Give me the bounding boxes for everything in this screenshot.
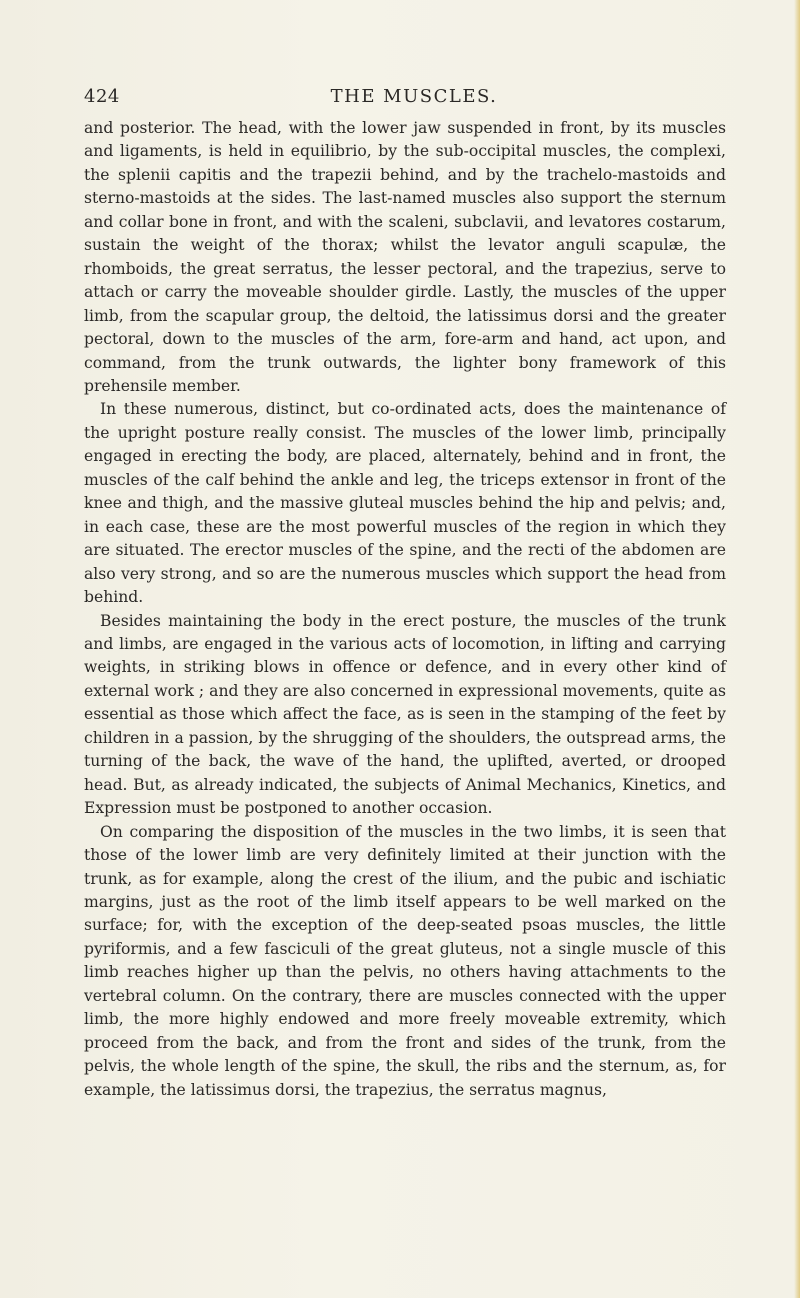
body-text: [84, 117, 726, 1102]
paragraph: and posterior. The head, with the lower jaw suspended in front, by its muscles and ligaments, is held in equilibrio, by the sub-occipital muscles, the complexi, the splenii capitis and the trapezii behind, and by the trachelo-mastoids and sterno-mastoids at the sides. The last-named muscles also support the sternum and collar bone in front, and with the scaleni, subclavii, and levatores costarum, sustain the weight of the thorax; whilst the levator anguli scapulæ, the rhomboids, the great serratus, the lesser pectoral, and the trapezius, serve to attach or carry the moveable shoulder girdle. Lastly, the muscles of the upper limb, from the scapular group, the deltoid, the latissimus dorsi and the greater pectoral, down to the muscles of the arm, fore-arm and hand, act upon, and command, from the trunk outwards, the lighter bony framework of this prehensile member.: [84, 119, 726, 395]
page-number: 424: [84, 86, 120, 107]
page-header: [84, 86, 724, 110]
paragraph: On comparing the disposition of the muscles in the two limbs, it is seen that those of the lower limb are very definitely limited at their junction with the trunk, as for example, along the crest of the ilium, and the pubic and ischiatic margins, just as the root of the limb itself appears to be well marked on the surface; for, with the exception of the deep-seated psoas muscles, the little pyriformis, and a few fasciculi of the great gluteus, not a single muscle of this limb reaches higher up than the pelvis, no others having attachments to the vertebral column. On the contrary, there are muscles connected with the upper limb, the more highly endowed and more freely moveable extremity, which proceed from the back, and from the front and sides of the trunk, from the pelvis, the whole length of the spine, the skull, the ribs and the sternum, as, for example, the latissimus dorsi, the trapezius, the serratus magnus,: [84, 822, 726, 1099]
paragraph: Besides maintaining the body in the erect posture, the muscles of the trunk and limbs, are engaged in the various acts of locomotion, in lifting and carrying weights, in striking blows in offence or defence, and in every other kind of external work ; and they are also concerned in expressional movements, quite as essential as those which affect the face, as is seen in the stamping of the feet by children in a passion, by the shrugging of the shoulders, the outspread arms, the turning of the back, the wave of the hand, the uplifted, averted, or drooped head. But, as already indicated, the subjects of Animal Mechanics, Kinetics, and Expression must be postponed to another occasion.: [84, 611, 726, 818]
running-title: THE MUSCLES.: [330, 86, 498, 107]
page-edge: [794, 0, 800, 1298]
paragraph: In these numerous, distinct, but co-ordinated acts, does the maintenance of the upright posture really consist. The muscles of the lower limb, principally engaged in erecting the body, are placed, alternately, behind and in front, the muscles of the calf behind the ankle and leg, the triceps extensor in front of the knee and thigh, and the massive gluteal muscles behind the hip and pelvis; and, in each case, these are the most powerful muscles of the region in which they are situated. The erector muscles of the spine, and the recti of the abdomen are also very strong, and so are the numerous muscles which support the head from behind.: [84, 400, 726, 607]
